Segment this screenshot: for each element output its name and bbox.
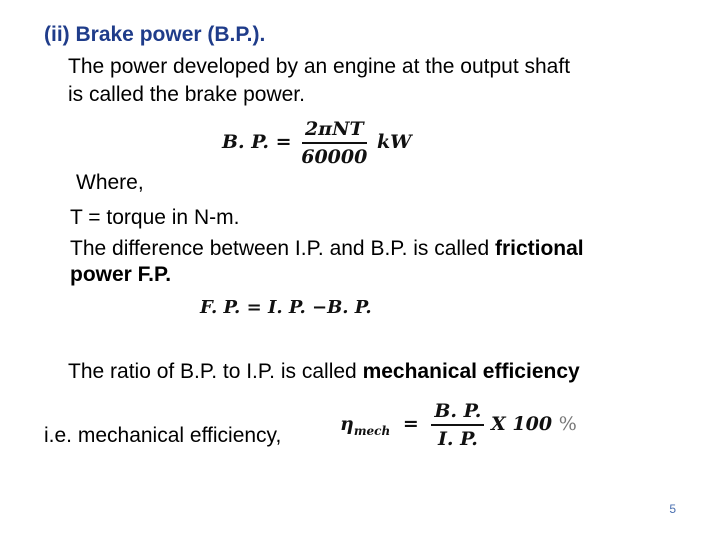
frictional-power-text [70, 236, 584, 262]
ie-label: i.e. mechanical efficiency, [44, 424, 282, 447]
eff-equals: = [402, 413, 419, 435]
eta-subscript: mech [353, 423, 391, 438]
bp-denominator: 60000 [301, 146, 368, 168]
fp-bold: frictional [494, 237, 584, 260]
eff-suffix: X 100 [491, 413, 553, 435]
bp-lhs: B. P. = [222, 131, 292, 153]
efficiency-formula [340, 400, 577, 450]
page-number: 5 [669, 502, 676, 516]
frictional-power-formula: F. P. = I. P. −B. P. [200, 297, 372, 318]
where-label: Where, [76, 171, 144, 194]
eff-numerator: B. P. [431, 400, 484, 426]
eta-symbol: η [340, 413, 354, 435]
bp-fraction [298, 118, 370, 168]
mechanical-efficiency-text [68, 359, 580, 385]
mech-text: The ratio of B.P. to I.P. is called [68, 360, 357, 383]
eff-fraction [431, 400, 484, 450]
fp-text: The difference between I.P. and B.P. is called [70, 237, 490, 260]
section-heading: (ii) Brake power (B.P.). [44, 23, 266, 46]
torque-definition: T = torque in N-m. [70, 206, 240, 229]
frictional-power-line-2: power F.P. [70, 263, 172, 286]
bp-unit: kW [376, 131, 412, 153]
mech-bold: mechanical efficiency [362, 360, 580, 383]
intro-line-2: is called the brake power. [68, 83, 305, 106]
intro-line-1: The power developed by an engine at the output shaft [68, 55, 571, 78]
eff-denominator: I. P. [437, 428, 478, 450]
eff-percent: % [558, 413, 577, 435]
bp-numerator: 2πNT [302, 118, 367, 144]
brake-power-formula [222, 118, 411, 168]
